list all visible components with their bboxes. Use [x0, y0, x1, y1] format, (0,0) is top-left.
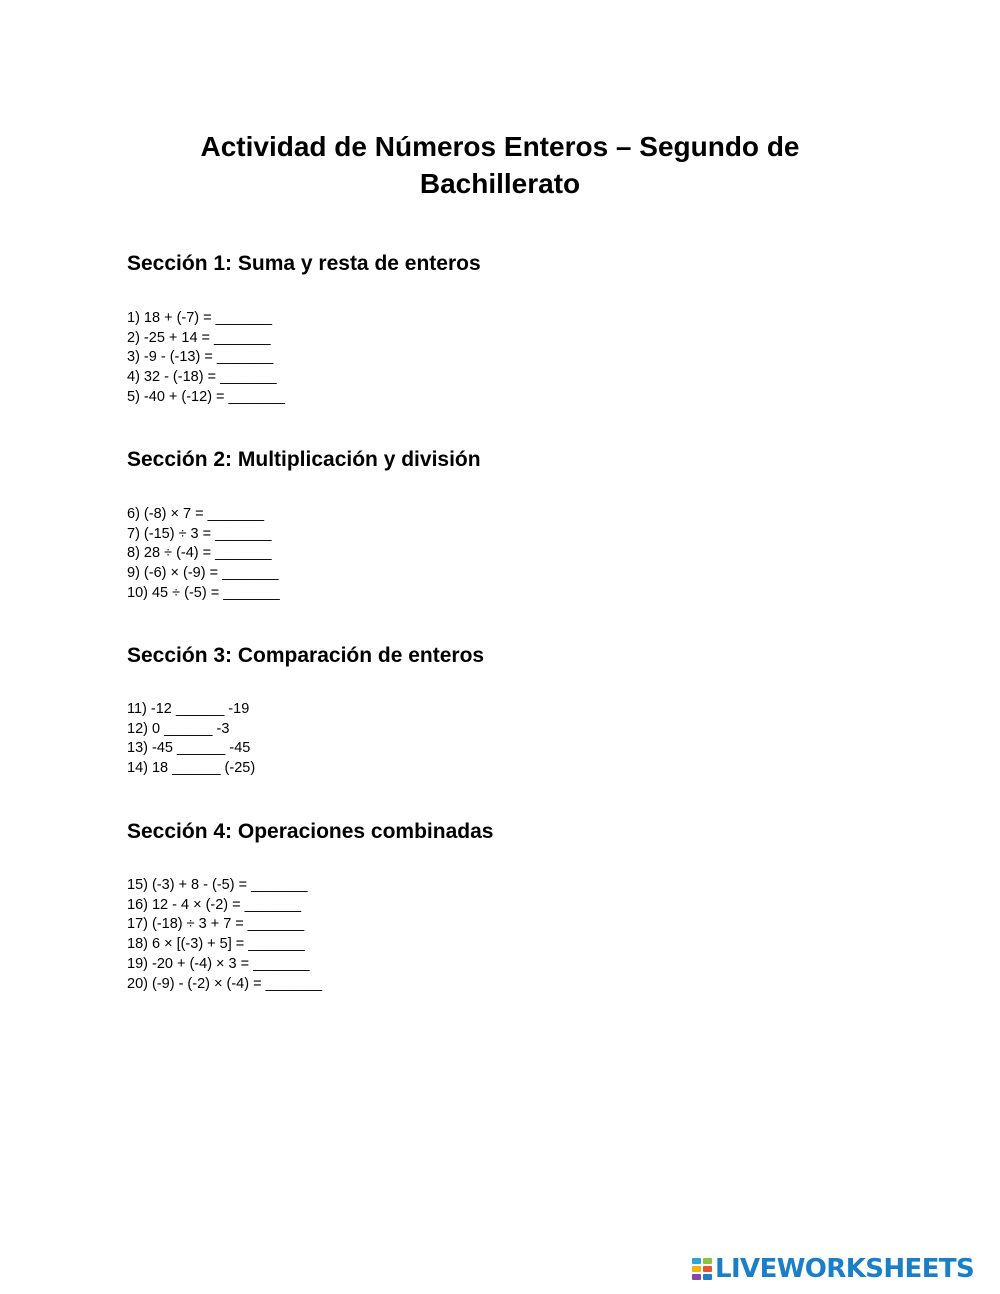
exercise-item-16: 16) 12 - 4 × (-2) = _______	[127, 896, 302, 913]
exercise-item-11: 11) -12 ______ -19	[127, 701, 250, 717]
exercise-item-10: 10) 45 ÷ (-5) = _______	[127, 584, 280, 601]
exercise-item-4: 4) 32 - (-18) = _______	[127, 369, 277, 386]
exercise-item-19: 19) -20 + (-4) × 3 = _______	[127, 955, 310, 972]
exercise-item-14: 14) 18 ______ (-25)	[127, 760, 256, 777]
section-heading-4: Sección 4: Operaciones combinadas	[127, 820, 494, 843]
brand-name: LIVEWORKSHEETS	[715, 1254, 975, 1284]
exercise-item-18: 18) 6 × [(-3) + 5] = _______	[127, 936, 305, 953]
exercise-item-7: 7) (-15) ÷ 3 = _______	[127, 525, 272, 542]
exercise-list-4	[127, 876, 322, 994]
exercise-list-3	[127, 700, 255, 779]
exercise-item-2: 2) -25 + 14 = _______	[127, 329, 271, 346]
section-heading-3: Sección 3: Comparación de enteros	[127, 644, 485, 667]
section-heading-2: Sección 2: Multiplicación y división	[127, 448, 481, 471]
section-heading-1: Sección 1: Suma y resta de enteros	[127, 252, 481, 275]
exercise-item-3: 3) -9 - (-13) = _______	[127, 349, 274, 366]
exercise-list-2	[127, 505, 280, 604]
exercise-item-9: 9) (-6) × (-9) = _______	[127, 565, 279, 582]
liveworksheets-brand[interactable]	[692, 1255, 974, 1283]
exercise-item-17: 17) (-18) ÷ 3 + 7 = _______	[127, 916, 305, 933]
exercise-list-1	[127, 309, 285, 408]
document-title: Actividad de Números Enteros – Segundo de Bachillerato	[200, 131, 800, 199]
exercise-item-5: 5) -40 + (-12) = _______	[127, 388, 285, 405]
exercise-item-12: 12) 0 ______ -3	[127, 720, 230, 737]
exercise-item-1: 1) 18 + (-7) = _______	[127, 310, 273, 326]
exercise-item-6: 6) (-8) × 7 = _______	[127, 506, 265, 522]
exercise-item-20: 20) (-9) - (-2) × (-4) = _______	[127, 975, 323, 992]
liveworksheets-logo-icon	[692, 1258, 712, 1280]
exercise-item-13: 13) -45 ______ -45	[127, 740, 251, 757]
exercise-item-8: 8) 28 ÷ (-4) = _______	[127, 545, 272, 562]
exercise-item-15: 15) (-3) + 8 - (-5) = _______	[127, 877, 308, 893]
